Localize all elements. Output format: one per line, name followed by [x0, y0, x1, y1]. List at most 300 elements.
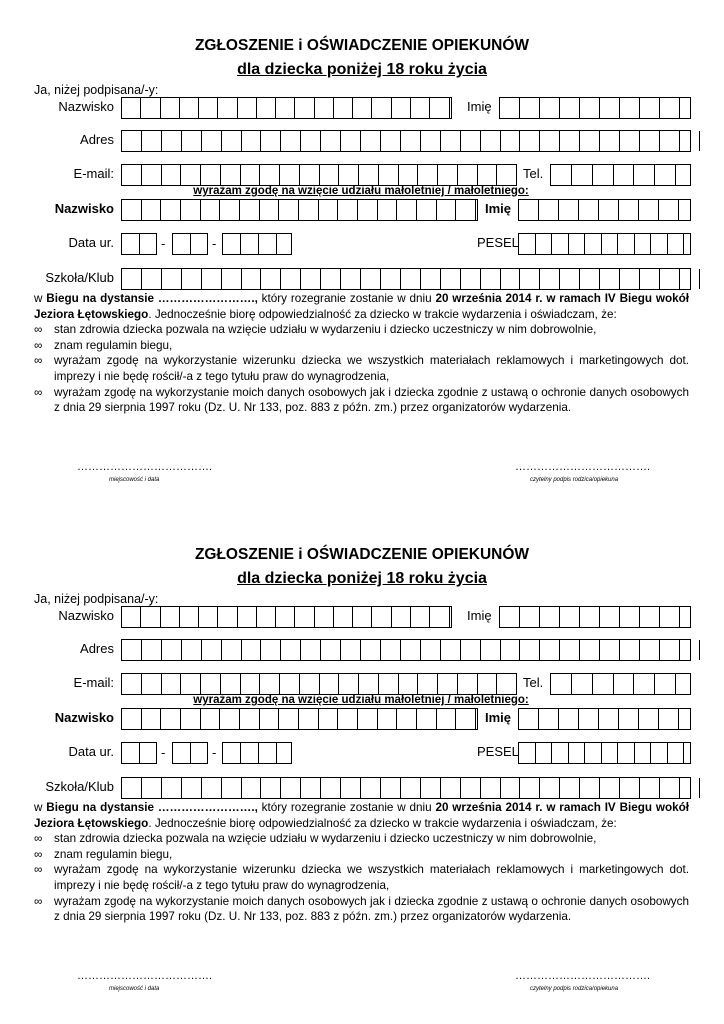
- letter-box[interactable]: [122, 640, 142, 660]
- letter-box[interactable]: [161, 709, 181, 729]
- letter-box[interactable]: [381, 778, 401, 798]
- letter-box[interactable]: [519, 709, 539, 729]
- letter-box[interactable]: [338, 200, 358, 220]
- letter-box[interactable]: [372, 98, 391, 118]
- letter-box[interactable]: [640, 98, 660, 118]
- letter-box[interactable]: [411, 607, 430, 627]
- letter-box[interactable]: [162, 269, 182, 289]
- letter-box[interactable]: [421, 131, 441, 151]
- letter-box[interactable]: [295, 98, 314, 118]
- letter-box[interactable]: [600, 131, 620, 151]
- letter-box[interactable]: [520, 98, 540, 118]
- letter-box[interactable]: [222, 131, 242, 151]
- letter-box[interactable]: [162, 131, 182, 151]
- first-name-boxes[interactable]: [499, 606, 691, 628]
- letter-box[interactable]: [361, 778, 381, 798]
- letter-box[interactable]: [397, 200, 417, 220]
- letter-box[interactable]: [341, 131, 361, 151]
- letter-box[interactable]: [519, 743, 536, 763]
- letter-box[interactable]: [339, 165, 359, 185]
- letter-box[interactable]: [381, 640, 401, 660]
- letter-box[interactable]: [540, 269, 560, 289]
- letter-box[interactable]: [315, 98, 334, 118]
- letter-box[interactable]: [600, 607, 620, 627]
- letter-box[interactable]: [458, 674, 478, 694]
- email-boxes[interactable]: [121, 673, 517, 695]
- letter-box[interactable]: [260, 165, 280, 185]
- letter-box[interactable]: [501, 269, 521, 289]
- letter-box[interactable]: [242, 778, 262, 798]
- letter-box[interactable]: [281, 269, 301, 289]
- letter-box[interactable]: [680, 98, 699, 118]
- letter-box[interactable]: [301, 640, 321, 660]
- letter-box[interactable]: [680, 640, 700, 660]
- letter-box[interactable]: [301, 131, 321, 151]
- letter-box[interactable]: [580, 131, 600, 151]
- letter-box[interactable]: [540, 607, 560, 627]
- letter-box[interactable]: [680, 778, 700, 798]
- letter-box[interactable]: [372, 607, 391, 627]
- letter-box[interactable]: [456, 709, 476, 729]
- letter-box[interactable]: [539, 709, 559, 729]
- letter-box[interactable]: [279, 709, 299, 729]
- letter-box[interactable]: [497, 674, 517, 694]
- letter-box[interactable]: [540, 131, 560, 151]
- letter-box[interactable]: [299, 200, 319, 220]
- letter-box[interactable]: [378, 709, 398, 729]
- letter-box[interactable]: [218, 98, 237, 118]
- letter-box[interactable]: [399, 674, 419, 694]
- letter-box[interactable]: [319, 709, 339, 729]
- letter-box[interactable]: [599, 200, 619, 220]
- letter-box[interactable]: [450, 607, 468, 627]
- letter-box[interactable]: [201, 709, 221, 729]
- letter-box[interactable]: [122, 98, 141, 118]
- phone-boxes[interactable]: [550, 164, 691, 186]
- letter-box[interactable]: [182, 778, 202, 798]
- letter-box[interactable]: [680, 131, 700, 151]
- letter-box[interactable]: [461, 131, 481, 151]
- letter-box[interactable]: [401, 778, 421, 798]
- letter-box[interactable]: [191, 234, 208, 254]
- letter-box[interactable]: [261, 778, 281, 798]
- letter-box[interactable]: [392, 98, 411, 118]
- letter-box[interactable]: [552, 743, 569, 763]
- letter-box[interactable]: [501, 640, 521, 660]
- letter-box[interactable]: [361, 640, 381, 660]
- letter-box[interactable]: [358, 200, 378, 220]
- letter-box[interactable]: [418, 674, 438, 694]
- letter-box[interactable]: [392, 607, 411, 627]
- letter-box[interactable]: [579, 709, 599, 729]
- letter-box[interactable]: [461, 778, 481, 798]
- letter-box[interactable]: [600, 269, 620, 289]
- signature-line[interactable]: ……………………………….: [515, 461, 651, 473]
- letter-box[interactable]: [620, 607, 640, 627]
- letter-box[interactable]: [276, 607, 295, 627]
- letter-box[interactable]: [640, 131, 660, 151]
- letter-box[interactable]: [417, 709, 437, 729]
- letter-box[interactable]: [122, 607, 141, 627]
- letter-box[interactable]: [655, 165, 676, 185]
- letter-box[interactable]: [580, 98, 600, 118]
- letter-box[interactable]: [430, 607, 449, 627]
- letter-box[interactable]: [501, 778, 521, 798]
- child-first-name-boxes[interactable]: [518, 199, 691, 221]
- letter-box[interactable]: [122, 778, 142, 798]
- letter-box[interactable]: [700, 640, 719, 660]
- letter-box[interactable]: [240, 200, 260, 220]
- letter-box[interactable]: [122, 165, 142, 185]
- letter-box[interactable]: [162, 640, 182, 660]
- letter-box[interactable]: [519, 234, 536, 254]
- letter-box[interactable]: [242, 131, 262, 151]
- letter-box[interactable]: [173, 743, 191, 763]
- letter-box[interactable]: [299, 709, 319, 729]
- letter-box[interactable]: [560, 98, 580, 118]
- letter-box[interactable]: [668, 743, 685, 763]
- address-boxes[interactable]: [121, 130, 691, 152]
- letter-box[interactable]: [241, 743, 259, 763]
- letter-box[interactable]: [401, 269, 421, 289]
- letter-box[interactable]: [585, 234, 602, 254]
- birth-day-boxes[interactable]: [121, 233, 157, 255]
- letter-box[interactable]: [679, 709, 698, 729]
- letter-box[interactable]: [441, 269, 461, 289]
- letter-box[interactable]: [639, 200, 659, 220]
- letter-box[interactable]: [620, 98, 640, 118]
- letter-box[interactable]: [640, 269, 660, 289]
- letter-box[interactable]: [640, 607, 660, 627]
- letter-box[interactable]: [260, 674, 280, 694]
- letter-box[interactable]: [580, 640, 600, 660]
- birth-year-boxes[interactable]: [222, 233, 292, 255]
- letter-box[interactable]: [140, 234, 157, 254]
- letter-box[interactable]: [142, 269, 162, 289]
- letter-box[interactable]: [141, 607, 160, 627]
- letter-box[interactable]: [572, 674, 593, 694]
- letter-box[interactable]: [614, 674, 635, 694]
- letter-box[interactable]: [259, 234, 277, 254]
- child-surname-boxes[interactable]: [121, 199, 478, 221]
- address-boxes[interactable]: [121, 639, 691, 661]
- letter-box[interactable]: [240, 709, 260, 729]
- letter-box[interactable]: [321, 640, 341, 660]
- letter-box[interactable]: [520, 269, 540, 289]
- letter-box[interactable]: [281, 640, 301, 660]
- letter-box[interactable]: [540, 778, 560, 798]
- letter-box[interactable]: [142, 200, 162, 220]
- letter-box[interactable]: [277, 234, 294, 254]
- letter-box[interactable]: [140, 743, 157, 763]
- letter-box[interactable]: [334, 98, 353, 118]
- letter-box[interactable]: [500, 607, 520, 627]
- letter-box[interactable]: [602, 234, 619, 254]
- letter-box[interactable]: [321, 778, 341, 798]
- letter-box[interactable]: [560, 607, 580, 627]
- letter-box[interactable]: [353, 607, 372, 627]
- letter-box[interactable]: [635, 234, 652, 254]
- letter-box[interactable]: [277, 743, 294, 763]
- letter-box[interactable]: [600, 98, 620, 118]
- letter-box[interactable]: [223, 743, 241, 763]
- letter-box[interactable]: [461, 269, 481, 289]
- letter-box[interactable]: [560, 269, 580, 289]
- letter-box[interactable]: [199, 98, 218, 118]
- letter-box[interactable]: [181, 674, 201, 694]
- place-date-line[interactable]: ……………………………….: [77, 461, 213, 473]
- letter-box[interactable]: [280, 165, 300, 185]
- letter-box[interactable]: [341, 269, 361, 289]
- letter-box[interactable]: [585, 743, 602, 763]
- letter-box[interactable]: [418, 165, 438, 185]
- letter-box[interactable]: [659, 200, 679, 220]
- letter-box[interactable]: [684, 743, 700, 763]
- letter-box[interactable]: [339, 674, 359, 694]
- letter-box[interactable]: [142, 674, 162, 694]
- letter-box[interactable]: [660, 607, 680, 627]
- letter-box[interactable]: [680, 607, 699, 627]
- letter-box[interactable]: [281, 131, 301, 151]
- letter-box[interactable]: [222, 778, 242, 798]
- letter-box[interactable]: [122, 200, 142, 220]
- letter-box[interactable]: [660, 778, 680, 798]
- letter-box[interactable]: [437, 709, 457, 729]
- letter-box[interactable]: [122, 234, 140, 254]
- letter-box[interactable]: [202, 131, 222, 151]
- letter-box[interactable]: [651, 743, 668, 763]
- letter-box[interactable]: [614, 165, 635, 185]
- letter-box[interactable]: [321, 131, 341, 151]
- letter-box[interactable]: [242, 269, 262, 289]
- letter-box[interactable]: [421, 640, 441, 660]
- letter-box[interactable]: [353, 98, 372, 118]
- letter-box[interactable]: [122, 743, 140, 763]
- letter-box[interactable]: [241, 674, 261, 694]
- letter-box[interactable]: [221, 674, 241, 694]
- letter-box[interactable]: [651, 234, 668, 254]
- letter-box[interactable]: [320, 165, 340, 185]
- letter-box[interactable]: [338, 709, 358, 729]
- first-name-boxes[interactable]: [499, 97, 691, 119]
- letter-box[interactable]: [315, 607, 334, 627]
- letter-box[interactable]: [259, 743, 277, 763]
- letter-box[interactable]: [222, 640, 242, 660]
- letter-box[interactable]: [142, 778, 162, 798]
- letter-box[interactable]: [280, 674, 300, 694]
- letter-box[interactable]: [320, 674, 340, 694]
- letter-box[interactable]: [341, 778, 361, 798]
- letter-box[interactable]: [619, 709, 639, 729]
- letter-box[interactable]: [218, 607, 237, 627]
- letter-box[interactable]: [600, 778, 620, 798]
- letter-box[interactable]: [417, 200, 437, 220]
- letter-box[interactable]: [260, 200, 280, 220]
- letter-box[interactable]: [301, 269, 321, 289]
- letter-box[interactable]: [260, 709, 280, 729]
- letter-box[interactable]: [618, 234, 635, 254]
- birth-month-boxes[interactable]: [172, 233, 208, 255]
- letter-box[interactable]: [182, 640, 202, 660]
- letter-box[interactable]: [300, 674, 320, 694]
- letter-box[interactable]: [520, 607, 540, 627]
- letter-box[interactable]: [220, 709, 240, 729]
- letter-box[interactable]: [481, 778, 501, 798]
- letter-box[interactable]: [421, 269, 441, 289]
- letter-box[interactable]: [620, 269, 640, 289]
- letter-box[interactable]: [599, 709, 619, 729]
- surname-boxes[interactable]: [121, 606, 452, 628]
- letter-box[interactable]: [437, 200, 457, 220]
- letter-box[interactable]: [580, 269, 600, 289]
- letter-box[interactable]: [660, 131, 680, 151]
- letter-box[interactable]: [241, 165, 261, 185]
- letter-box[interactable]: [520, 778, 540, 798]
- letter-box[interactable]: [639, 709, 659, 729]
- letter-box[interactable]: [397, 709, 417, 729]
- letter-box[interactable]: [202, 778, 222, 798]
- letter-box[interactable]: [520, 131, 540, 151]
- letter-box[interactable]: [659, 709, 679, 729]
- letter-box[interactable]: [201, 165, 221, 185]
- letter-box[interactable]: [676, 165, 696, 185]
- letter-box[interactable]: [593, 165, 614, 185]
- letter-box[interactable]: [122, 131, 142, 151]
- letter-box[interactable]: [257, 607, 276, 627]
- letter-box[interactable]: [560, 778, 580, 798]
- letter-box[interactable]: [261, 640, 281, 660]
- letter-box[interactable]: [201, 674, 221, 694]
- letter-box[interactable]: [180, 607, 199, 627]
- letter-box[interactable]: [295, 607, 314, 627]
- letter-box[interactable]: [539, 200, 559, 220]
- letter-box[interactable]: [142, 131, 162, 151]
- letter-box[interactable]: [441, 640, 461, 660]
- letter-box[interactable]: [635, 743, 652, 763]
- letter-box[interactable]: [655, 674, 676, 694]
- letter-box[interactable]: [540, 640, 560, 660]
- letter-box[interactable]: [361, 269, 381, 289]
- letter-box[interactable]: [481, 269, 501, 289]
- letter-box[interactable]: [500, 98, 520, 118]
- pesel-boxes[interactable]: [518, 742, 691, 764]
- letter-box[interactable]: [379, 674, 399, 694]
- letter-box[interactable]: [399, 165, 419, 185]
- letter-box[interactable]: [238, 98, 257, 118]
- letter-box[interactable]: [162, 778, 182, 798]
- letter-box[interactable]: [438, 674, 458, 694]
- letter-box[interactable]: [438, 165, 458, 185]
- letter-box[interactable]: [378, 200, 398, 220]
- letter-box[interactable]: [620, 131, 640, 151]
- letter-box[interactable]: [142, 165, 162, 185]
- letter-box[interactable]: [551, 165, 572, 185]
- letter-box[interactable]: [660, 98, 680, 118]
- letter-box[interactable]: [122, 269, 142, 289]
- letter-box[interactable]: [634, 165, 655, 185]
- letter-box[interactable]: [501, 131, 521, 151]
- letter-box[interactable]: [199, 607, 218, 627]
- letter-box[interactable]: [242, 640, 262, 660]
- letter-box[interactable]: [519, 200, 539, 220]
- letter-box[interactable]: [411, 98, 430, 118]
- letter-box[interactable]: [122, 709, 142, 729]
- letter-box[interactable]: [540, 98, 560, 118]
- letter-box[interactable]: [220, 200, 240, 220]
- letter-box[interactable]: [551, 674, 572, 694]
- letter-box[interactable]: [359, 674, 379, 694]
- letter-box[interactable]: [456, 200, 476, 220]
- letter-box[interactable]: [560, 131, 580, 151]
- letter-box[interactable]: [679, 200, 698, 220]
- letter-box[interactable]: [580, 778, 600, 798]
- letter-box[interactable]: [572, 165, 593, 185]
- letter-box[interactable]: [162, 674, 182, 694]
- letter-box[interactable]: [619, 200, 639, 220]
- letter-box[interactable]: [341, 640, 361, 660]
- letter-box[interactable]: [161, 607, 180, 627]
- letter-box[interactable]: [580, 607, 600, 627]
- letter-box[interactable]: [257, 98, 276, 118]
- letter-box[interactable]: [361, 131, 381, 151]
- letter-box[interactable]: [142, 709, 162, 729]
- letter-box[interactable]: [223, 234, 241, 254]
- letter-box[interactable]: [421, 778, 441, 798]
- letter-box[interactable]: [181, 165, 201, 185]
- letter-box[interactable]: [481, 131, 501, 151]
- letter-box[interactable]: [180, 98, 199, 118]
- letter-box[interactable]: [634, 674, 655, 694]
- letter-box[interactable]: [301, 778, 321, 798]
- letter-box[interactable]: [559, 709, 579, 729]
- letter-box[interactable]: [381, 269, 401, 289]
- letter-box[interactable]: [660, 269, 680, 289]
- letter-box[interactable]: [261, 131, 281, 151]
- email-boxes[interactable]: [121, 164, 517, 186]
- letter-box[interactable]: [221, 165, 241, 185]
- letter-box[interactable]: [379, 165, 399, 185]
- surname-boxes[interactable]: [121, 97, 452, 119]
- birth-month-boxes[interactable]: [172, 742, 208, 764]
- letter-box[interactable]: [359, 165, 379, 185]
- signature-line[interactable]: ……………………………….: [515, 970, 651, 982]
- letter-box[interactable]: [458, 165, 478, 185]
- letter-box[interactable]: [520, 640, 540, 660]
- letter-box[interactable]: [700, 131, 719, 151]
- letter-box[interactable]: [222, 269, 242, 289]
- letter-box[interactable]: [640, 778, 660, 798]
- letter-box[interactable]: [261, 269, 281, 289]
- birth-day-boxes[interactable]: [121, 742, 157, 764]
- letter-box[interactable]: [680, 269, 700, 289]
- letter-box[interactable]: [300, 165, 320, 185]
- letter-box[interactable]: [181, 709, 201, 729]
- letter-box[interactable]: [141, 98, 160, 118]
- letter-box[interactable]: [569, 234, 586, 254]
- pesel-boxes[interactable]: [518, 233, 691, 255]
- letter-box[interactable]: [668, 234, 685, 254]
- letter-box[interactable]: [620, 778, 640, 798]
- letter-box[interactable]: [279, 200, 299, 220]
- school-club-boxes[interactable]: [121, 777, 691, 799]
- letter-box[interactable]: [676, 674, 696, 694]
- letter-box[interactable]: [618, 743, 635, 763]
- letter-box[interactable]: [161, 98, 180, 118]
- letter-box[interactable]: [122, 674, 142, 694]
- letter-box[interactable]: [182, 131, 202, 151]
- letter-box[interactable]: [441, 131, 461, 151]
- letter-box[interactable]: [559, 200, 579, 220]
